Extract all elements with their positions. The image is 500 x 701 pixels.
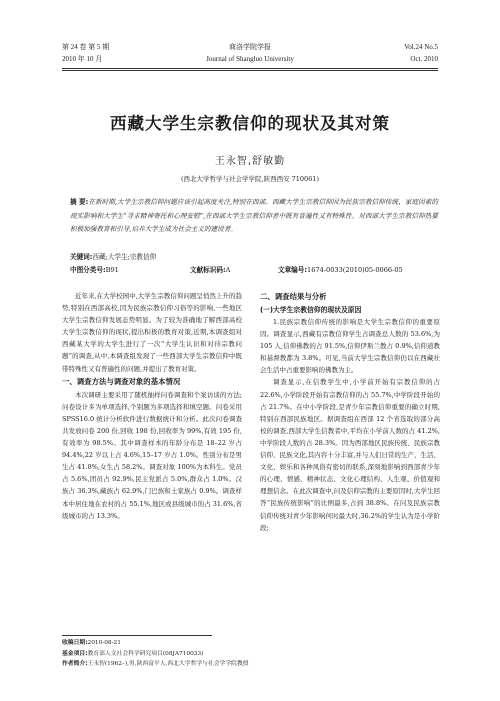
keywords xyxy=(70,251,438,263)
abstract-text: 在新时期,大学生宗教信仰问题应该引起高度关注,特别在西部。西藏大学生宗教信仰因为民族宗教信仰传统、家庭因素的现实影响和大学生“寻求精神寄托和心理安慰”,在西部大学生宗教信仰者中既有普遍性又有特殊性。对西部大学生宗教信仰热要积极加强教育和引导,培养大学生成为社会主义的建设者。 xyxy=(70,198,438,233)
article-number-label: 文章编号: xyxy=(278,266,308,274)
footnote xyxy=(62,635,438,670)
article-title: 西藏大学生宗教信仰的现状及其对策 xyxy=(110,114,390,133)
clc-label: 中图分类号: xyxy=(70,266,106,274)
results-paragraph-2: 调查显示,在信教学生中,小学前开始有宗教信仰的占 22.6%,小学阶段开始有宗教信仰的占 55.7%,中学阶段开始的占 21.7%。在中小学阶段,是青少年宗教信仰重要的确立时期,特别在西部民族地区。据调查组在西部 12 个省选取的部分高校的调查,西部大学生信教者中,平均在小学前人数的占 41.2%,中学阶段人数的占 28.3%。因为西部地区民族传统、民族宗教信仰、民族文化,其内容十分丰富,并与人们日常的生产、生活、文化、娱乐和各种风俗有密切的联系,深刻地影响到西部青少年的心理、情感、精神状态、文化心理结构、人生观、价值观和理想信念。在此次调查中,问及信仰宗教的主要原因时,大学生回答“民族传统影响”的比例最多,占到 38.8%。在问及民族宗教信仰传统对青少年影响何时最大时,36.2%的学生认为是小学阶段; xyxy=(260,378,440,532)
journal-name-cn: 商洛学院学报 xyxy=(229,43,271,51)
section-heading-2: 二、调查结果与分析 xyxy=(260,292,327,301)
subsection-heading-1: (一)大学生宗教信仰的现状及原因 xyxy=(260,306,362,314)
abstract-label: 摘 要: xyxy=(70,198,89,206)
article-number: 1674-0033(2010)05-0066-05 xyxy=(307,266,403,274)
article-authors: 王永智,舒敏勤 xyxy=(214,156,286,167)
header-rule-thin xyxy=(62,70,438,71)
journal-name-en: Journal of Shangluo University xyxy=(206,55,294,63)
results-paragraph-1: 1.民族宗教信仰传统的影响是大学生宗教信仰的重要原因。调查显示,西藏有宗教信仰学生占调查总人数的 53.6%,为 105 人,信仰佛教的占 91.5%,信仰伊斯兰教占 0.9%,信仰道教和基督教都为 3.8%。可见,当前大学生宗教信仰仍以在西藏社会生活中占重要影响的佛教为主。 xyxy=(260,318,440,375)
volume-issue-cn: 第 24 卷 第 5 期 xyxy=(62,43,110,51)
section-heading-1: 一、调查方法与调查对象的基本情况 xyxy=(62,376,181,386)
right-column xyxy=(260,290,440,534)
date-cn: 2010 年 10 月 xyxy=(62,55,103,63)
volume-issue-en: Vol.24 No.5 xyxy=(404,43,438,51)
header-rule xyxy=(62,68,438,69)
clc-code: B91 xyxy=(105,266,119,274)
doc-code-label: 文献标识码: xyxy=(190,266,226,274)
author-affiliation: (西北大学哲学与社会学学院,陕西西安 710061) xyxy=(180,175,320,183)
doc-code: A xyxy=(225,266,231,274)
left-column xyxy=(62,290,242,522)
keywords-text: 西藏;大学生;宗教信仰 xyxy=(92,253,157,261)
running-header xyxy=(62,40,438,74)
keywords-label: 关键词: xyxy=(70,253,93,261)
fund-info: 基金项目:教育部人文社会科学研究项目(08JA710033) xyxy=(62,650,204,657)
methods-paragraph: 本次调研主要采用了随机抽样问卷调查和个案访谈的方法;问卷设计多为单项选择,个别题为多项选择和填空题。问卷采用 SPSS16.0 统计分析软件进行数据统计和分析。此次问卷调查共发放问卷 200 份,回收 198 份,回收率为 99%,有效 195 份,有效率为 98.5%。其中调查样本的年龄分布是 18–22 岁占 94.4%,22 岁以上占 4.6%,15–17 岁占 1.0%。性别分布是男生占 41.8%,女生占 58.2%。调查对象 100%为本科生。党员占 5.6%,团员占 92.9%,民主党派占 5.0%,群众占 1.0%。汉族占 36.3%,藏族占 62.9%,门巴族和土家族占 0.9%。调查样本中居住地在农村的占 55.1%,地区或县级城市的占 31.6%,省级城市的占 13.3%。 xyxy=(62,390,242,520)
footnote-rule xyxy=(62,635,212,636)
intro-paragraph: 近年来,在大学校园中,大学生宗教信仰问题呈悄然上升的趋势,特别在西部高校,因为民族宗教信仰习俗等的影响,一些地区大学生宗教信仰发展态势明显。为了较为准确地了解西部高校大学生宗教信仰的现状,提出积极的教育对策,近期,本调查组对西藏某大学的大学生进行了一次“大学生认识和对待宗教问题”的调查,从中,本调查组发现了一些西部大学生宗教信仰中既带特殊性又有普遍性的问题,并提出了教育对策。 xyxy=(62,292,242,373)
abstract xyxy=(70,196,438,237)
classification-line xyxy=(70,264,438,274)
author-bio: 作者简介:王永智(1962–),男,陕西富平人,西北大学哲学与社会学学院教授 xyxy=(62,661,249,667)
date-en: Oct. 2010 xyxy=(410,55,438,63)
received-date: 收稿日期:2010-08-21 xyxy=(62,640,121,646)
